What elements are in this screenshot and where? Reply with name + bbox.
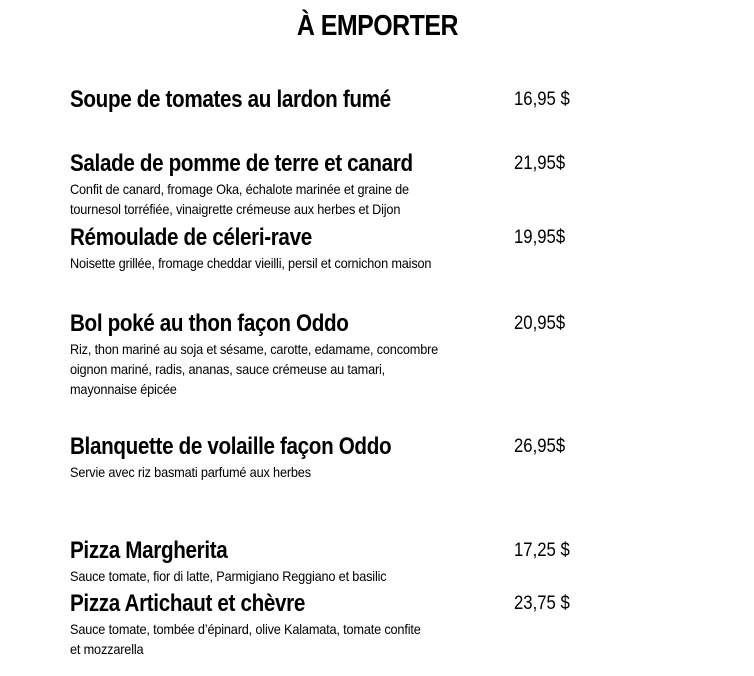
menu-item-pizza-artichaut	[70, 589, 590, 659]
menu-item-price: 23,75 $	[514, 593, 570, 614]
menu-item-salade	[70, 149, 590, 219]
menu-item-name: Salade de pomme de terre et canard	[70, 150, 413, 177]
menu-item-price: 26,95$	[514, 436, 566, 457]
description-line: mayonnaise épicée	[70, 381, 177, 397]
description-line: Noisette grillée, fromage cheddar vieilli, persil et cornichon maison	[70, 255, 432, 271]
menu-item-name: Rémoulade de céleri-rave	[70, 224, 312, 251]
menu-item-remoulade	[70, 223, 590, 273]
menu-item-pizza-margherita	[70, 536, 590, 586]
menu-item-bol-poke	[70, 309, 590, 399]
description-line: Riz, thon mariné au soja et sésame, carotte, edamame, concombre	[70, 341, 439, 357]
menu-item-name: Soupe de tomates au lardon fumé	[70, 86, 391, 113]
menu-item-description	[70, 462, 534, 482]
description-line: Servie avec riz basmati parfumé aux herbes	[70, 464, 311, 480]
menu-item-price: 16,95 $	[514, 89, 570, 110]
menu-item-description	[70, 179, 534, 219]
menu-item-price: 19,95$	[514, 227, 566, 248]
menu-item-description	[70, 339, 534, 399]
menu-item-blanquette	[70, 432, 590, 482]
menu-item-price: 21,95$	[514, 153, 566, 174]
menu-item-name: Pizza Margherita	[70, 537, 228, 564]
menu-item-price: 20,95$	[514, 313, 566, 334]
menu-item-name: Bol poké au thon façon Oddo	[70, 310, 349, 337]
menu-item-description	[70, 619, 534, 659]
description-line: Sauce tomate, tombée d’épinard, olive Kalamata, tomate confite	[70, 621, 421, 637]
menu-item-soupe	[70, 85, 590, 115]
menu-item-name: Pizza Artichaut et chèvre	[70, 590, 305, 617]
description-line: et mozzarella	[70, 641, 144, 657]
description-line: tournesol torréfiée, vinaigrette crémeuse aux herbes et Dijon	[70, 201, 401, 217]
page-title: À EMPORTER	[296, 10, 458, 42]
menu-item-price: 17,25 $	[514, 540, 570, 561]
menu-item-name: Blanquette de volaille façon Oddo	[70, 433, 392, 460]
menu-item-description	[70, 566, 534, 586]
description-line: Confit de canard, fromage Oka, échalote marinée et graine de	[70, 181, 409, 197]
description-line: oignon mariné, radis, ananas, sauce crémeuse au tamari,	[70, 361, 386, 377]
description-line: Sauce tomate, fior di latte, Parmigiano Reggiano et basilic	[70, 568, 387, 584]
menu-item-description	[70, 253, 534, 273]
